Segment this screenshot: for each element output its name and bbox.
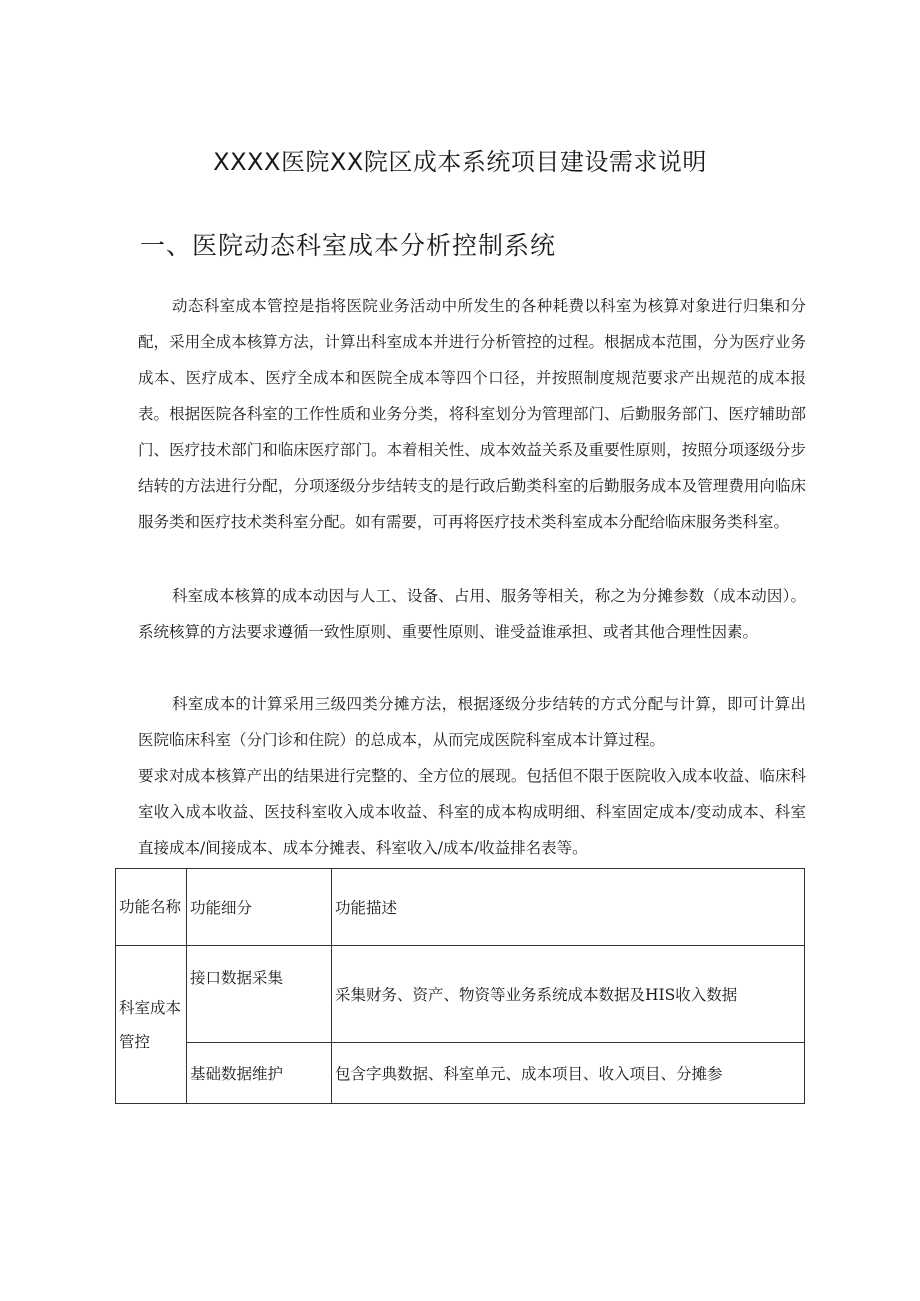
paragraph-1 xyxy=(138,288,806,540)
row-sub-cell: 接口数据采集 xyxy=(187,946,332,1043)
paragraph-1-text: 动态科室成本管控是指将医院业务活动中所发生的各种耗费以科室为核算对象进行归集和分配，采用全成本核算方法，计算出科室成本并进行分析管控的过程。根据成本范围，分为医疗业务成本、医疗成本、医疗全成本和医院全成本等四个口径，并按照制度规范要求产出规范的成本报表。根据医院各科室的工作性质和业务分类，将科室划分为管理部门、后勤服务部门、医疗辅助部门、医疗技术部门和临床医疗部门。本着相关性、成本效益关系及重要性原则，按照分项逐级分步结转的方法进行分配，分项逐级分步结转支的是行政后勤类科室的后勤服务成本及管理费用向临床服务类和医疗技术类科室分配。如有需要，可再将医疗技术类科室成本分配给临床服务类科室。 xyxy=(138,297,806,531)
table-row xyxy=(116,946,805,1043)
section-heading: 一、医院动态科室成本分析控制系统 xyxy=(140,231,557,260)
paragraph-3 xyxy=(138,686,806,758)
function-table xyxy=(115,868,805,1104)
row-desc-cell: 采集财务、资产、物资等业务系统成本数据及HIS收入数据 xyxy=(332,946,805,1043)
header-function-sub: 功能细分 xyxy=(187,869,332,946)
paragraph-2 xyxy=(138,578,806,650)
row-sub-cell: 基础数据维护 xyxy=(187,1043,332,1104)
group-name-cell: 科室成本管控 xyxy=(116,946,187,1104)
paragraph-4-text: 要求对成本核算产出的结果进行完整的、全方位的展现。包括但不限于医院收入成本收益、临床科室收入成本收益、医技科室收入成本收益、科室的成本构成明细、科室固定成本/变动成本、科室直接成本/间接成本、成本分摊表、科室收入/成本/收益排名表等。 xyxy=(138,767,806,857)
table-row xyxy=(116,1043,805,1104)
paragraph-2-text: 科室成本核算的成本动因与人工、设备、占用、服务等相关，称之为分摊参数（成本动因）。系统核算的方法要求遵循一致性原则、重要性原则、谁受益谁承担、或者其他合理性因素。 xyxy=(138,587,806,641)
header-function-name: 功能名称 xyxy=(116,869,187,946)
table-header-row xyxy=(116,869,805,946)
paragraph-4 xyxy=(138,758,806,866)
row-desc-cell: 包含字典数据、科室单元、成本项目、收入项目、分摊参 xyxy=(332,1043,805,1104)
header-function-desc: 功能描述 xyxy=(332,869,805,946)
document-title: XXXX医院XX院区成本系统项目建设需求说明 xyxy=(213,148,707,176)
paragraph-3-text: 科室成本的计算采用三级四类分摊方法，根据逐级分步结转的方式分配与计算，即可计算出医院临床科室（分门诊和住院）的总成本，从而完成医院科室成本计算过程。 xyxy=(138,695,806,749)
